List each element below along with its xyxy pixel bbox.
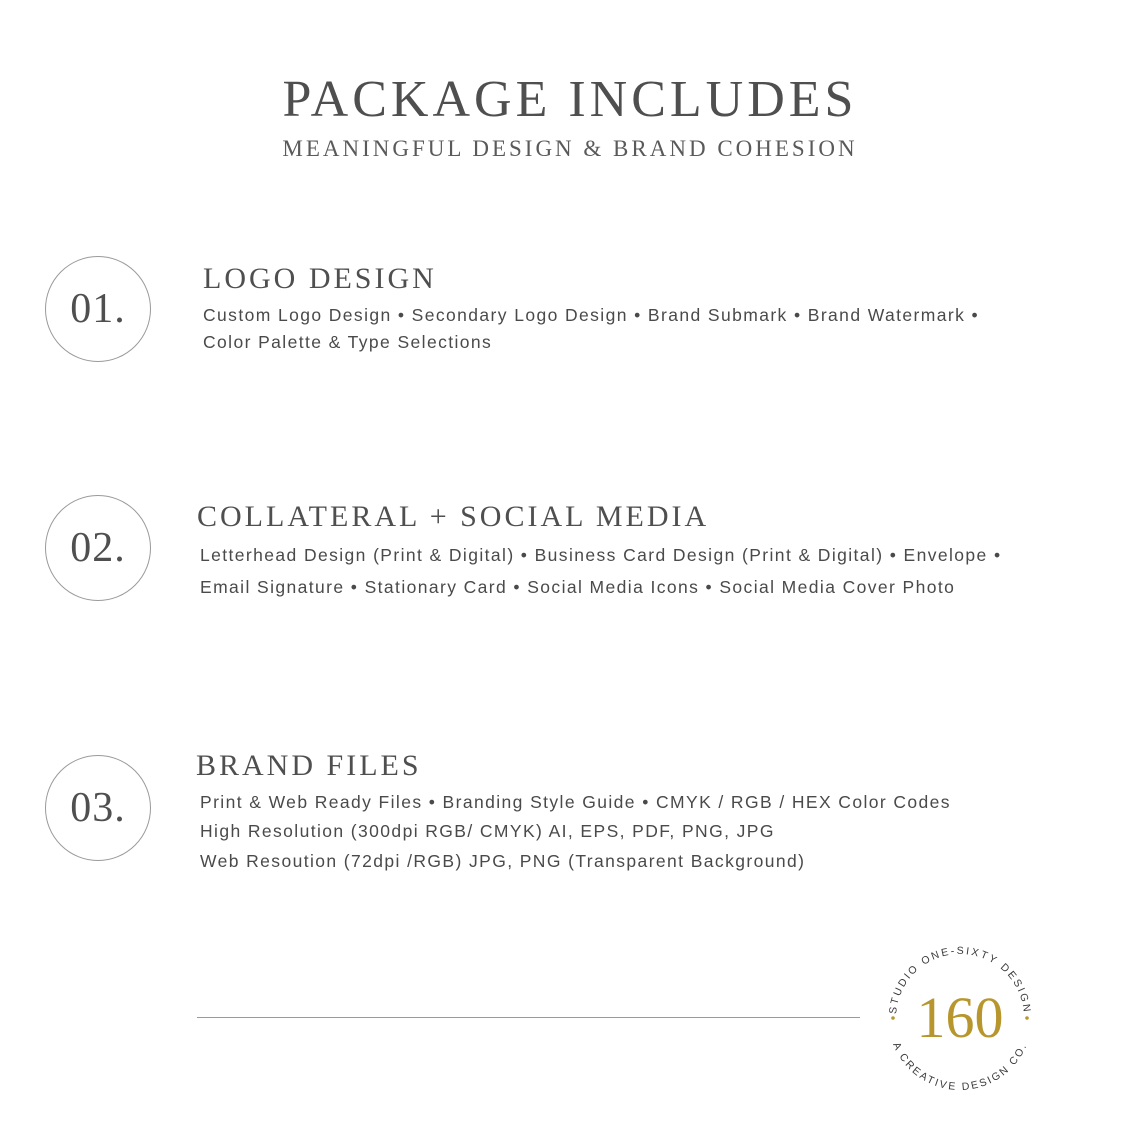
section-item-line: Print & Web Ready Files • Branding Style Guide • CMYK / RGB / HEX Color Codes — [200, 792, 951, 812]
section-number: 01. — [70, 286, 126, 332]
section-number-circle — [45, 256, 151, 362]
section-number: 02. — [70, 525, 126, 571]
badge-dot — [891, 1016, 895, 1020]
section-number: 03. — [70, 785, 126, 831]
section-number-circle — [45, 495, 151, 601]
divider — [197, 1017, 860, 1018]
section-item-line: Web Resoution (72dpi /RGB) JPG, PNG (Transparent Background) — [200, 851, 806, 871]
section-item-line: Email Signature • Stationary Card • Social Media Icons • Social Media Cover Photo — [200, 577, 956, 597]
section-item-line: Letterhead Design (Print & Digital) • Business Card Design (Print & Digital) • Envelope • — [200, 545, 1002, 565]
badge-bottom-text: A CREATIVE DESIGN CO. — [890, 1040, 1030, 1094]
section-title-collateral: COLLATERAL + SOCIAL MEDIA — [197, 500, 710, 533]
section-title-logo-design: LOGO DESIGN — [203, 262, 437, 295]
section-number-circle — [45, 755, 151, 861]
badge-dot — [1025, 1016, 1029, 1020]
page-subtitle: MEANINGFUL DESIGN & BRAND COHESION — [282, 136, 858, 161]
section-item-line: High Resolution (300dpi RGB/ CMYK) AI, EPS, PDF, PNG, JPG — [200, 821, 775, 841]
page-title: PACKAGE INCLUDES — [282, 71, 858, 128]
section-item-line: Custom Logo Design • Secondary Logo Design • Brand Submark • Brand Watermark • — [203, 305, 980, 325]
badge-number: 160 — [916, 985, 1004, 1050]
studio-logo-badge — [880, 938, 1040, 1098]
section-title-brand-files: BRAND FILES — [196, 749, 422, 782]
section-item-line: Color Palette & Type Selections — [203, 332, 493, 352]
badge-top-text: STUDIO ONE-SIXTY DESIGN — [887, 944, 1033, 1015]
